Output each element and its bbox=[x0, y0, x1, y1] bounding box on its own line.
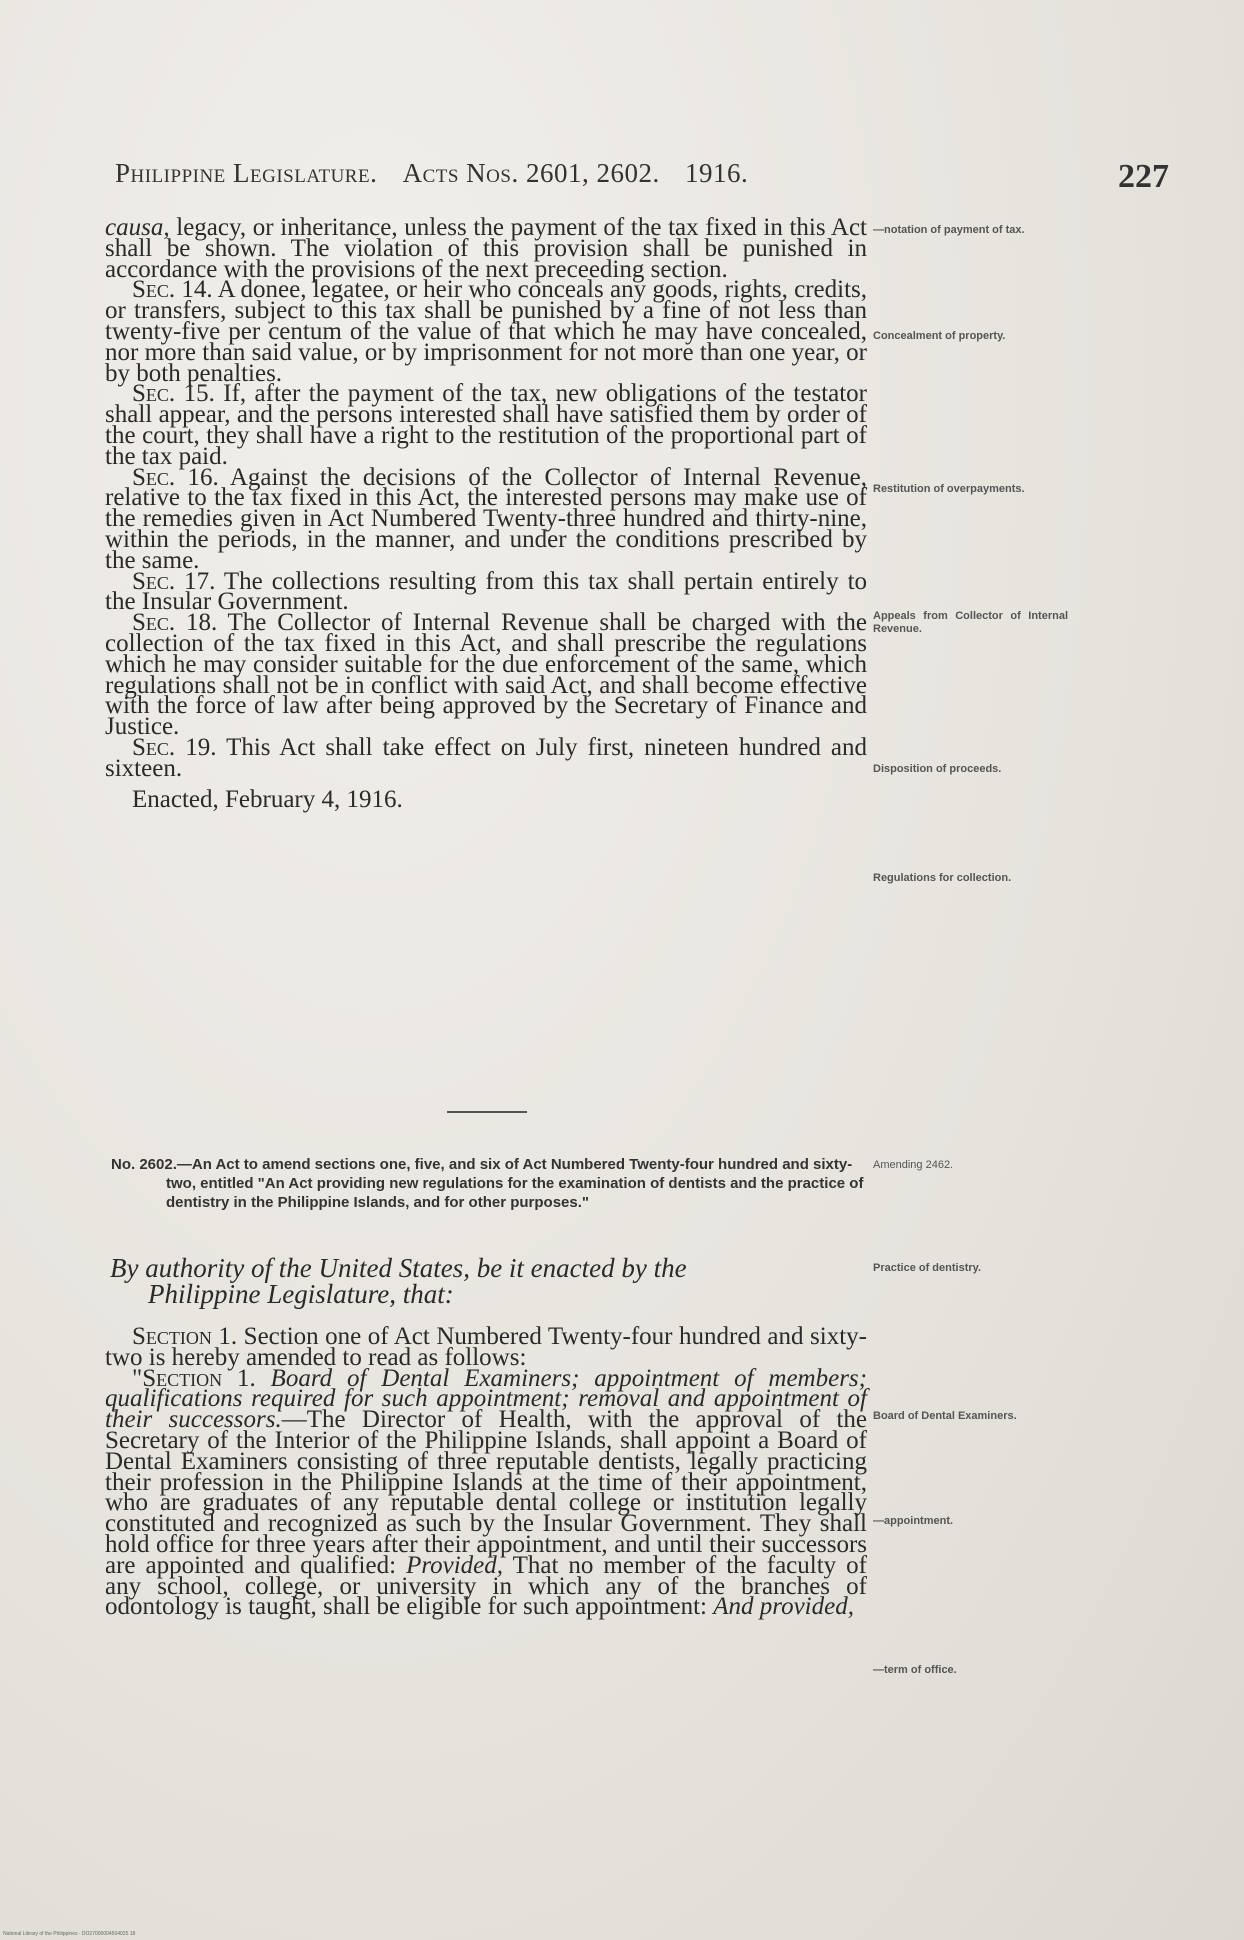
section-16-label: Sec. 16. bbox=[132, 463, 219, 491]
section-14 bbox=[105, 276, 867, 387]
section-19-label: Sec. 19. bbox=[132, 733, 217, 761]
margin-note-amending: Amending 2462. bbox=[873, 1159, 954, 1171]
section-16-text: Against the decisions of the Collector of Internal Revenue, relative to the tax fixed in this Act, the interested persons may make use of the remedies given in Act Numbered Twenty-three hundred and thirty-nine, within the periods, in the manner, and under the conditions prescribed by the same. bbox=[105, 463, 868, 574]
enacted-line: Enacted, February 4, 1916. bbox=[132, 785, 403, 813]
section-17-text: The collections resulting from this tax shall pertain entirely to the Insular Government. bbox=[105, 567, 868, 616]
margin-note-practice: Practice of dentistry. bbox=[873, 1262, 981, 1274]
margin-note-restitution: Restitution of overpayments. bbox=[873, 483, 1025, 495]
section-14-label: Sec. 14. bbox=[132, 276, 213, 304]
margin-note-concealment: Concealment of property. bbox=[873, 330, 1006, 342]
section-14-text: A donee, legatee, or heir who conceals any goods, rights, credits, or transfers, subject to this tax shall be punished by a fine of not less than twenty-five per centum of the value of that which he may have concealed, nor more than said value, or by imprisonment for not more than one year, or by both penalties. bbox=[105, 276, 867, 387]
section-15-text: If, after the payment of the tax, new obligations of the testator shall appear, and the persons interested shall have satisfied them by order of the court, they shall have a right to the restitution of the proportional part of the tax paid. bbox=[105, 380, 868, 470]
scan-footer: National Library of the Philippines · DO27000004504025 18 bbox=[3, 1931, 136, 1937]
quoted-section-1-text-b: That no member of the faculty of any school, college, or university in which any of the branches of odontology is taught, shall be eligible for such appointment: bbox=[105, 1551, 868, 1621]
act-2602-title: No. 2602.—An Act to amend sections one, five, and six of Act Numbered Twenty-four hundred and sixty-two, entitled "An Act providing new regulations for the examination of dentists and the practice of dentistry in the Philippine Islands, and for other purposes." bbox=[111, 1156, 864, 1211]
quoted-section-1-text-a: —The Director of Health, with the approval of the Secretary of the Interior of the Philippine Islands, shall appoint a Board of Dental Examiners consisting of three reputable dentists, legally practicing their profession in the Philippine Islands at the time of their appointment, who are graduates of any reputable dental college or institution legally constituted and recognized as such by the Insular Government. They shall hold office for three years after their appointment, and until their successors are appointed and qualified: bbox=[105, 1406, 868, 1579]
running-header bbox=[115, 158, 855, 189]
body-text-top bbox=[105, 214, 868, 813]
body-text-bottom bbox=[105, 1323, 868, 1621]
section-15-label: Sec. 15. bbox=[132, 380, 215, 408]
header-acts: Acts Nos. 2601, 2602. bbox=[402, 158, 660, 188]
margin-note-regulations: Regulations for collection. bbox=[873, 872, 1012, 884]
section-1-label: Section 1. bbox=[132, 1323, 238, 1350]
causa-italic: causa, bbox=[105, 214, 170, 241]
margin-note-appointment: —appointment. bbox=[873, 1515, 954, 1527]
provided-italic-1: Provided, bbox=[406, 1551, 504, 1579]
section-17 bbox=[105, 567, 868, 616]
section-18-text: The Collector of Internal Revenue shall be charged with the collection of the tax fixed in this Act, and shall prescribe the regulations which he may consider suitable for the due enforcement of the same, which regulations shall not be in conflict with said Act, and shall become effective with the force of law after being approved by the Secretary of Finance and Justice. bbox=[105, 609, 868, 741]
page-number: 227 bbox=[1118, 158, 1169, 195]
enacting-clause-line-2: Philippine Legislature, that: bbox=[148, 1279, 454, 1309]
section-19 bbox=[105, 733, 867, 782]
quoted-section-1 bbox=[105, 1364, 868, 1621]
act-2602-header bbox=[111, 1155, 871, 1212]
section-18-label: Sec. 18. bbox=[132, 609, 218, 637]
header-legislature: Philippine Legislature. bbox=[115, 158, 378, 188]
section-16 bbox=[105, 463, 868, 574]
quoted-section-1-heading: Board of Dental Examiners; appointment of members; qualifications required for such appointment; removal and appointment of their successors. bbox=[105, 1364, 867, 1434]
header-year: 1916. bbox=[684, 158, 749, 188]
paragraph-causa-text: legacy, or inheritance, unless the payment of the tax fixed in this Act shall be shown. The violation of this provision shall be punished in accordance with the provisions of the next preceeding section. bbox=[105, 214, 867, 283]
section-15 bbox=[105, 380, 868, 470]
enacting-clause-line-1: By authority of the United States, be it enacted by the bbox=[110, 1253, 687, 1283]
margin-note-term: —term of office. bbox=[873, 1664, 957, 1676]
margin-note-appeals: Appeals from Collector of Internal Revenue. bbox=[873, 610, 1068, 635]
margin-note-disposition: Disposition of proceeds. bbox=[873, 763, 1002, 775]
paragraph-causa bbox=[105, 214, 867, 283]
section-19-text: This Act shall take effect on July first, nineteen hundred and sixteen. bbox=[105, 733, 867, 782]
margin-note-board: Board of Dental Examiners. bbox=[873, 1410, 1017, 1422]
section-divider bbox=[447, 1111, 527, 1113]
section-1-text: Section one of Act Numbered Twenty-four hundred and sixty-two is hereby amended to read as follows: bbox=[105, 1323, 867, 1371]
section-1 bbox=[105, 1323, 867, 1371]
section-18 bbox=[105, 609, 868, 741]
enacting-clause bbox=[110, 1255, 872, 1307]
quoted-section-1-label: "Section 1. bbox=[132, 1364, 256, 1392]
margin-note-notation: —notation of payment of tax. bbox=[873, 224, 1025, 236]
provided-italic-2: And provided, bbox=[713, 1593, 854, 1621]
section-17-label: Sec. 17. bbox=[132, 567, 216, 595]
